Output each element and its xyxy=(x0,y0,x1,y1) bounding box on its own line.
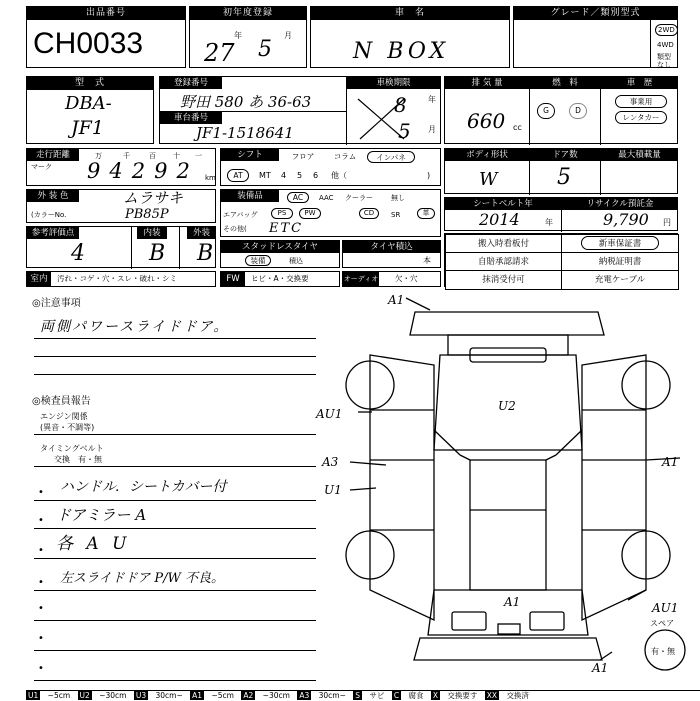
doors-value: 5 xyxy=(557,165,571,190)
mileage-unit: km xyxy=(205,174,216,182)
exterior-color-box xyxy=(26,189,216,223)
inspection-header: 車検期限 xyxy=(346,77,441,89)
legend-a1: A1 xyxy=(192,691,203,700)
studless-loaded: 積込 xyxy=(289,257,303,265)
inspection-month-unit: 月 xyxy=(428,125,436,134)
inspection-month: 5 xyxy=(398,119,411,143)
mileage-box xyxy=(26,148,216,186)
interior-notes-value: 汚れ・コゲ・穴・スレ・破れ・シミ xyxy=(57,274,177,283)
legend-bar xyxy=(26,690,700,700)
report-bullet: • xyxy=(38,663,44,674)
mark-a1-rear: A1 xyxy=(504,595,521,609)
car-name-value: N BOX xyxy=(353,39,450,64)
model-type-line2: JF1 xyxy=(71,117,104,139)
equip-ps: PS xyxy=(271,208,293,219)
car-name-box xyxy=(310,6,510,68)
exterior-score-value: B xyxy=(197,241,214,266)
tire-load-header: タイヤ積込 xyxy=(343,241,440,253)
legend-s: S xyxy=(355,691,361,700)
equipment-box xyxy=(220,189,441,237)
model-type-header: 型 式 xyxy=(27,77,153,90)
seatbelt-unit: 年 xyxy=(545,218,553,227)
first-registration-month: 5 xyxy=(258,37,272,62)
legend-a3-desc: 30cm~ xyxy=(318,691,346,700)
mileage-value: 94292 xyxy=(87,159,199,183)
equip-other-label: その他( xyxy=(223,225,247,233)
interior-score-header: 内装 xyxy=(137,227,167,239)
shift-mt: MT xyxy=(259,171,271,180)
legend-a2-desc: ~30cm xyxy=(262,691,290,700)
legend-x: X xyxy=(432,691,438,700)
body-box xyxy=(444,148,678,194)
fw-box xyxy=(220,271,340,287)
grade-box xyxy=(513,6,678,68)
registration-box xyxy=(159,76,441,144)
displacement-header: 排 気 量 xyxy=(445,77,529,89)
lot-number-value: CH0033 xyxy=(33,27,144,60)
body-shape-value: W xyxy=(479,169,498,190)
displacement-unit: cc xyxy=(513,123,522,132)
equip-cooler: クーラー xyxy=(345,194,373,202)
registration-value: 野田 580 あ 36-63 xyxy=(180,93,312,111)
grade-option-none: 類型なし xyxy=(657,53,671,69)
report-bullet: • xyxy=(38,633,44,644)
mark-a1-front: A1 xyxy=(388,293,405,307)
notes-title: ◎注意事項 xyxy=(32,298,81,309)
check-deregistration: 抹消受付可 xyxy=(445,270,562,290)
unit-juu: 十 xyxy=(173,152,180,160)
seatbelt-header: シートベルト年 xyxy=(445,198,561,210)
legend-u3-desc: 30cm~ xyxy=(155,691,183,700)
inspection-cross-out xyxy=(352,95,412,143)
exterior-color-header: 外 装 色 xyxy=(27,190,79,202)
shift-6: 6 xyxy=(313,171,319,180)
exterior-code-value: PB85P xyxy=(125,207,169,222)
audio-box xyxy=(342,271,441,287)
car-name-header: 車 名 xyxy=(311,7,509,20)
scores-box xyxy=(26,226,216,268)
first-registration-header: 初年度登録 xyxy=(190,7,306,20)
audio-value: 欠・穴 xyxy=(395,274,418,283)
report-item-4: 左スライドドア P/W 不良。 xyxy=(60,571,224,586)
audio-header: オーディオ xyxy=(343,272,379,286)
equip-cd: CD xyxy=(359,208,379,219)
equip-other-value: ETC xyxy=(269,221,304,236)
studless-equipped: 装備 xyxy=(245,255,271,266)
shift-other-close: ) xyxy=(427,171,431,180)
first-registration-box xyxy=(189,6,307,68)
legend-a2: A2 xyxy=(243,691,254,700)
legend-c-desc: 腐食 xyxy=(408,691,424,700)
check-charge-cable: 充電ケーブル xyxy=(561,270,679,290)
unit-man: 万 xyxy=(95,152,102,160)
report-item-3: 各 A U xyxy=(56,534,131,554)
mark-u2-roof: U2 xyxy=(498,399,516,413)
exterior-color-value: ムラサキ xyxy=(123,189,184,207)
shift-header: シフト xyxy=(221,149,279,161)
equip-airbag: エアバッグ xyxy=(223,211,258,219)
month-unit: 月 xyxy=(284,31,292,40)
interior-notes-header: 室内 xyxy=(27,272,51,286)
check-tax-cert: 納税証明書 xyxy=(561,252,679,272)
spare-label: スペア xyxy=(650,619,674,628)
history-header: 車 歴 xyxy=(601,77,678,89)
first-registration-year: 27 xyxy=(204,39,235,67)
recycle-header: リサイクル預託金 xyxy=(562,198,678,210)
mark-a1-bottom: A1 xyxy=(592,661,609,675)
interior-score-value: B xyxy=(149,241,166,266)
reference-score-header: 参考評価点 xyxy=(27,227,79,239)
timing-value: 交換 有・無 xyxy=(54,455,102,464)
mileage-mark: マーク xyxy=(31,163,52,171)
grade-header: グレード／類別型式 xyxy=(514,7,677,20)
equip-sr: SR xyxy=(391,211,401,219)
checks-box xyxy=(444,233,678,287)
mark-u1-left: U1 xyxy=(324,483,342,497)
engine-spec-box xyxy=(444,76,678,144)
car-damage-diagram xyxy=(316,290,700,680)
tire-load-box xyxy=(342,240,441,268)
model-type-box xyxy=(26,76,154,144)
report-bullet: • xyxy=(38,545,44,556)
report-item-1: ハンドル．シートカバー付 xyxy=(60,479,227,495)
frame-number-header: 車台番号 xyxy=(160,112,222,124)
fuel-option-g: G xyxy=(537,103,555,119)
unit-ichi: 一 xyxy=(195,152,202,160)
report-item-2: ドアミラー A xyxy=(56,506,147,524)
year-unit: 年 xyxy=(234,31,242,40)
shift-at: AT xyxy=(227,169,249,182)
check-warranty: 新車保証書 xyxy=(561,234,679,254)
doors-header: ドア数 xyxy=(530,149,600,161)
legend-x-desc: 交換要す xyxy=(447,691,478,700)
equip-pw: PW xyxy=(299,208,321,219)
check-signboard: 搬入時看板付 xyxy=(445,234,562,254)
legend-u2-desc: ~30cm xyxy=(99,691,127,700)
recycle-unit: 円 xyxy=(663,218,671,227)
mark-a1-right: A1 xyxy=(662,455,679,469)
legend-s-desc: サビ xyxy=(369,691,385,700)
report-bullet: • xyxy=(38,603,44,614)
report-bullet: • xyxy=(38,487,44,498)
report-bullet: • xyxy=(38,515,44,526)
history-rental: レンタカー xyxy=(615,111,667,124)
seatbelt-value: 2014 xyxy=(479,210,520,229)
fw-value: ヒビ・A・交換要 xyxy=(251,274,309,283)
exterior-code-label: (カラーNo. xyxy=(31,211,67,219)
studless-box xyxy=(220,240,340,268)
displacement-value: 660 xyxy=(467,109,506,133)
legend-a3: A3 xyxy=(299,691,310,700)
model-type-line1: DBA- xyxy=(65,93,112,114)
shift-floor: フロア xyxy=(283,151,323,163)
shift-4: 4 xyxy=(281,171,287,180)
legend-xx: XX xyxy=(486,691,498,700)
grade-option-2wd: 2WD xyxy=(655,24,678,36)
mark-au1-right: AU1 xyxy=(652,601,679,615)
unit-sen: 千 xyxy=(123,152,130,160)
lot-number-box xyxy=(26,6,186,68)
legend-u3: U3 xyxy=(135,691,147,700)
lot-number-header: 出品番号 xyxy=(27,7,185,20)
fuel-option-d: D xyxy=(569,103,587,119)
legend-a1-desc: ~5cm xyxy=(211,691,234,700)
studless-header: スタッドレスタイヤ xyxy=(221,241,339,253)
exterior-score-header: 外装 xyxy=(187,227,216,239)
legend-xx-desc: 交換済 xyxy=(506,691,529,700)
equip-leather: 革 xyxy=(417,208,435,219)
equip-none: 無し xyxy=(391,194,405,202)
report-bullet: • xyxy=(38,577,44,588)
tire-load-unit: 本 xyxy=(423,256,431,265)
unit-hyaku: 百 xyxy=(149,152,156,160)
fuel-header: 燃 料 xyxy=(530,77,600,89)
equipment-header: 装備品 xyxy=(221,190,279,202)
mark-au1-left: AU1 xyxy=(316,407,343,421)
body-shape-header: ボディ形状 xyxy=(445,149,529,161)
legend-u2: U2 xyxy=(79,691,90,700)
shift-5: 5 xyxy=(297,171,303,180)
seatbelt-recycle-box xyxy=(444,197,678,231)
spare-value: 有・無 xyxy=(651,647,675,656)
legend-u1-desc: ~5cm xyxy=(47,691,71,700)
engine-sub: (異音・不調等) xyxy=(40,423,95,432)
reference-score-value: 4 xyxy=(71,241,85,266)
equip-aac: AAC xyxy=(319,194,334,202)
inspection-year: 8 xyxy=(394,93,407,117)
mark-a3-left: A3 xyxy=(322,455,339,469)
max-load-header: 最大積載量 xyxy=(601,149,678,161)
equip-ac: AC xyxy=(287,192,309,203)
shift-box xyxy=(220,148,441,186)
legend-u1: U1 xyxy=(28,691,39,700)
recycle-value: 9,790 xyxy=(603,210,649,229)
report-title: ◎検査員報告 xyxy=(32,396,91,407)
fw-header: FW xyxy=(221,272,245,286)
check-insurance: 自賠承認請求 xyxy=(445,252,562,272)
mileage-header: 走行距離 xyxy=(27,149,79,161)
frame-number-value: JF1-1518641 xyxy=(196,124,294,142)
interior-notes-box xyxy=(26,271,216,287)
notes-line-1: 両側パワースライドドア。 xyxy=(40,319,230,335)
timing-label: タイミングベルト xyxy=(40,444,104,453)
shift-instrument-panel: インパネ xyxy=(367,151,415,163)
legend-c: C xyxy=(393,691,400,700)
grade-option-4wd: 4WD xyxy=(657,41,674,49)
history-commercial: 事業用 xyxy=(615,95,667,108)
registration-header: 登録番号 xyxy=(160,77,222,89)
shift-column: コラム xyxy=(325,151,365,163)
inspection-year-unit: 年 xyxy=(428,95,436,104)
shift-other: 他（ xyxy=(331,171,347,180)
engine-label: エンジン関係 xyxy=(40,412,88,421)
